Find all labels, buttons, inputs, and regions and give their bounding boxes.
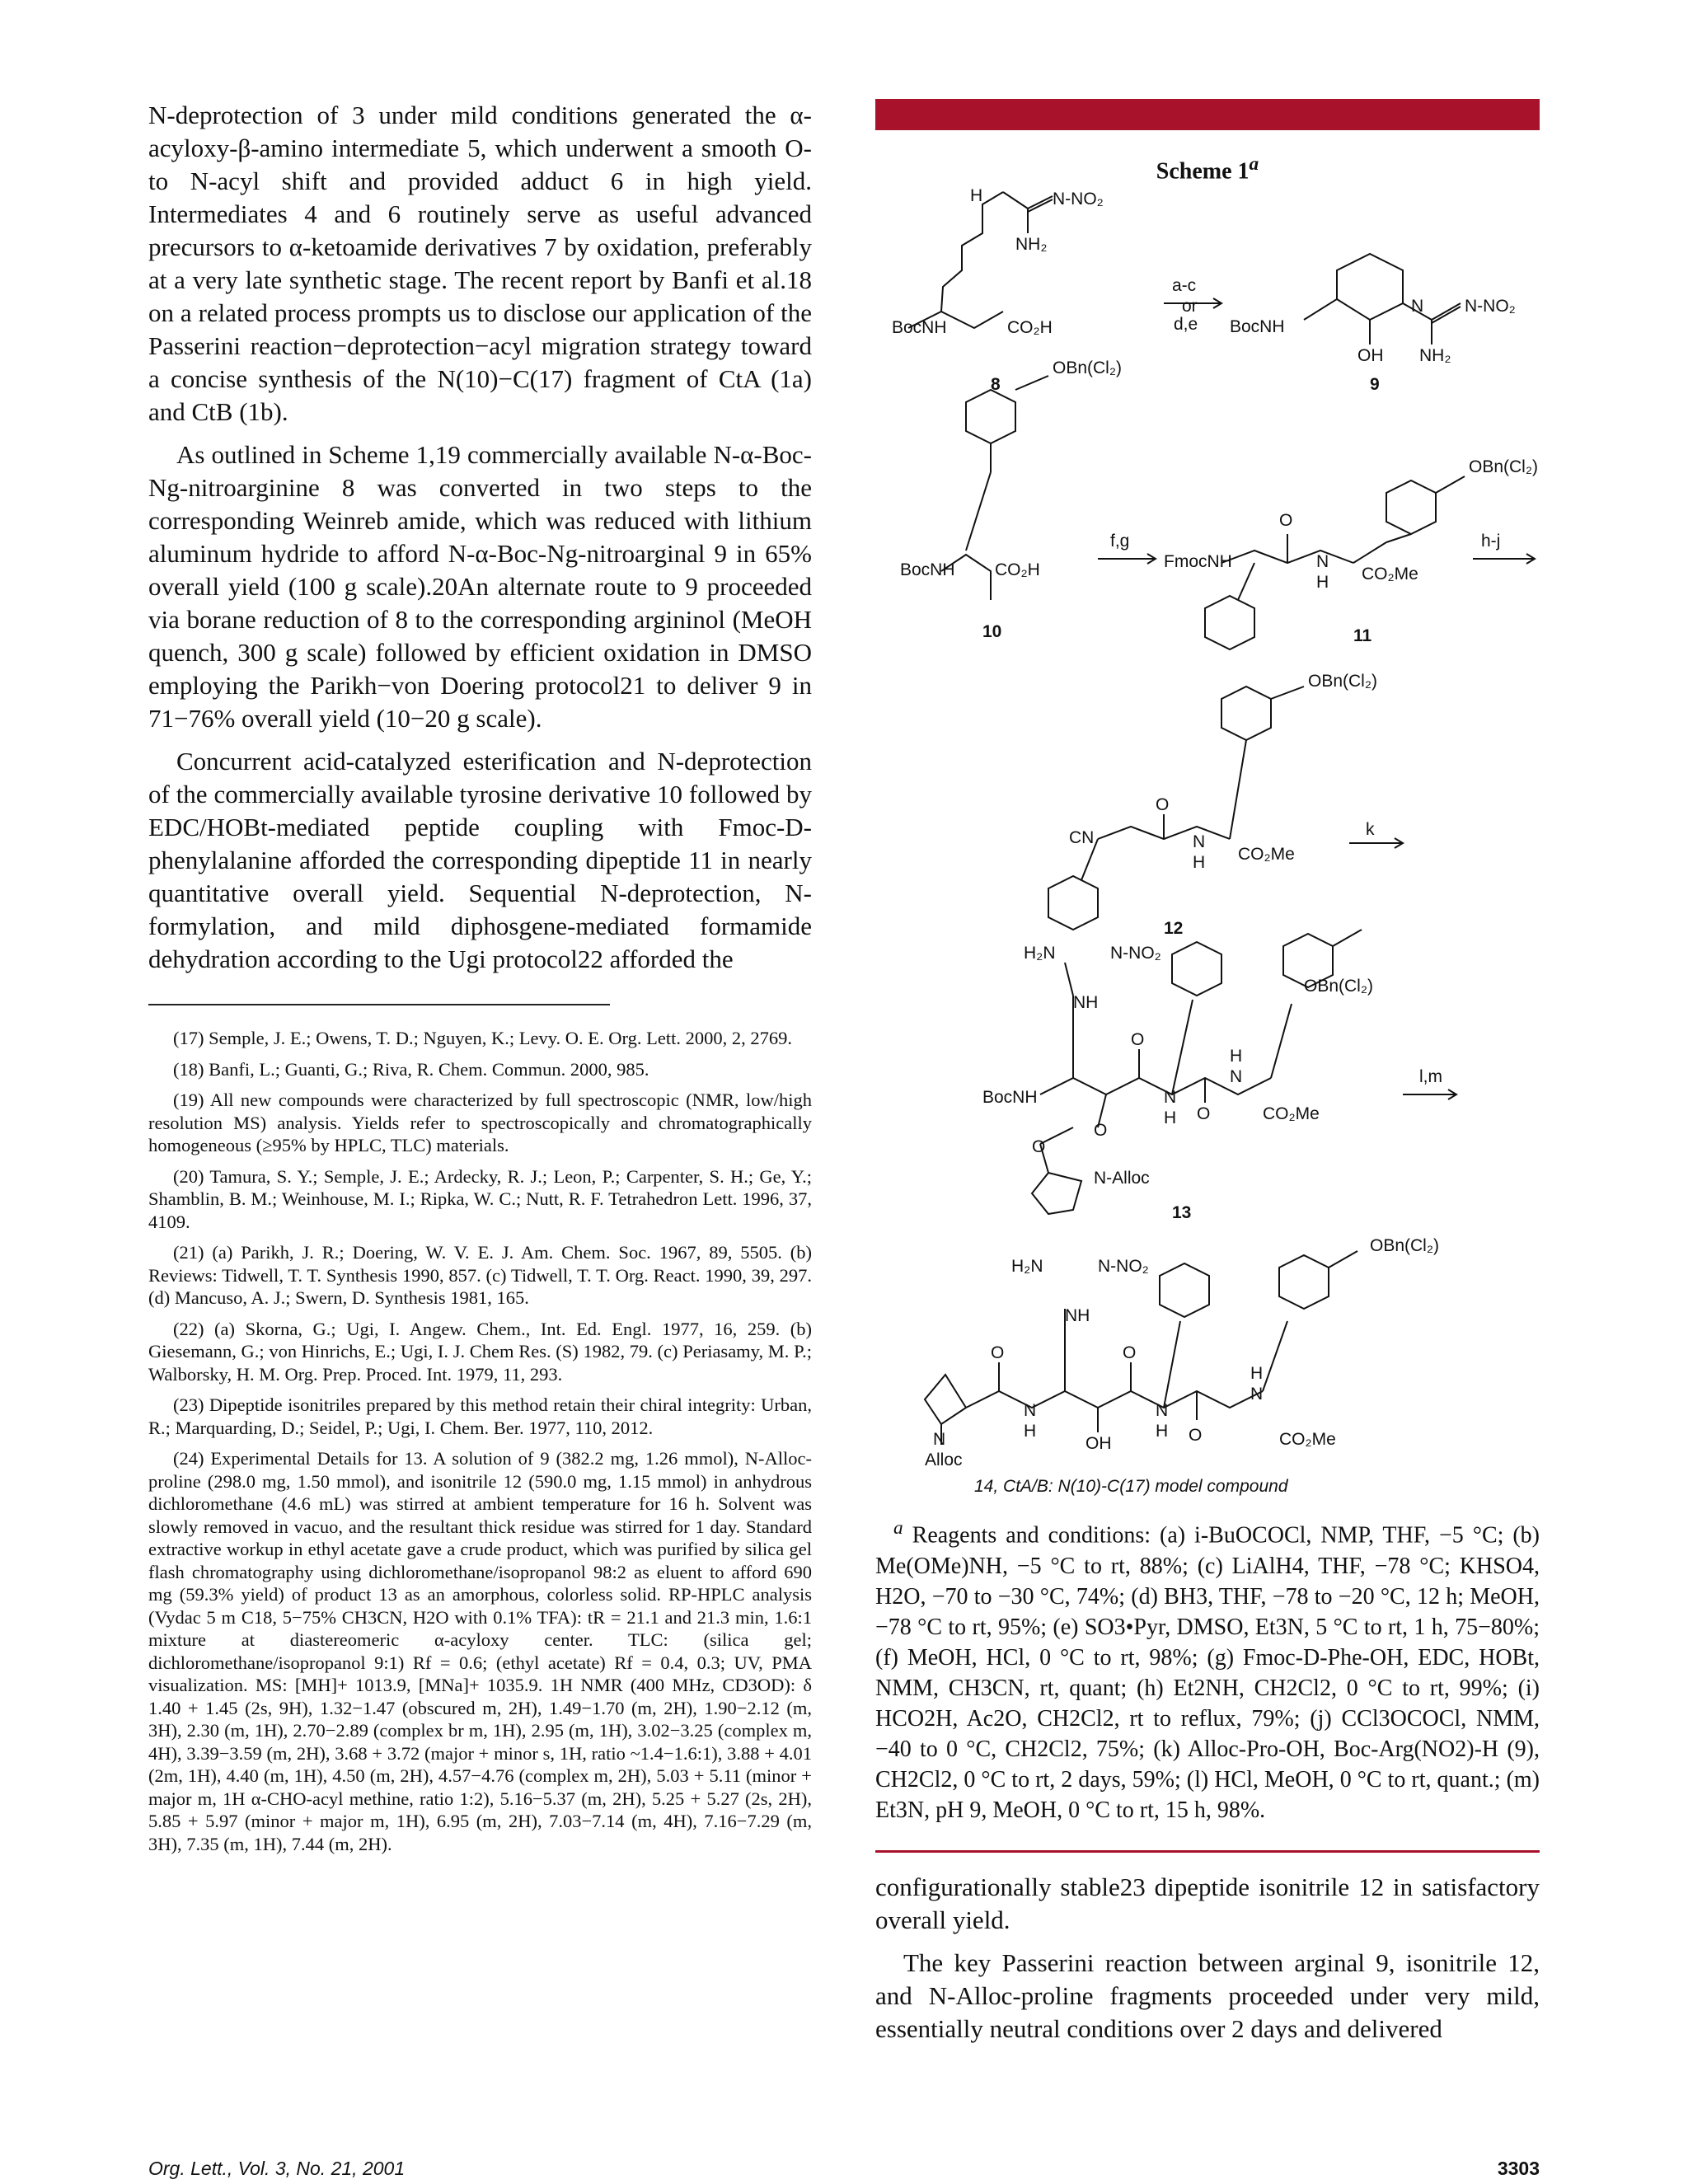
- nh2-label: NH₂: [1419, 346, 1451, 366]
- h-label: H: [1156, 1422, 1169, 1441]
- co2me-label: CO₂Me: [1279, 1430, 1336, 1450]
- scheme-title: Scheme 1$^a$: [1156, 153, 1259, 185]
- h-label: H: [1316, 573, 1329, 593]
- reference-20: (20) Tamura, S. Y.; Semple, J. E.; Ardecky, R. J.; Leon, P.; Carpenter, S. H.; Ge, Y.; Shamblin, B. M.; Weinhouse, M. I.; Ripka, W. C.; Nutt, R. F. Tetrahedron Lett. 1996, 37, 4109.: [148, 1165, 812, 1232]
- arrow-label: k: [1366, 820, 1375, 840]
- references: [148, 1027, 812, 1855]
- co2me-label: CO₂Me: [1362, 565, 1418, 584]
- scheme-top-bar: [875, 99, 1540, 130]
- body-paragraph: The key Passerini reaction between arginal 9, isonitrile 12, and N-Alloc-proline fragments proceeded under very mild, essentially neutral conditions over 2 days and delivered: [875, 1947, 1540, 2043]
- h2n-label: H₂N: [1024, 944, 1056, 963]
- co2me-label: CO₂Me: [1263, 1104, 1320, 1124]
- compound-label-13: 13: [1172, 1203, 1192, 1223]
- co2h-label: CO₂H: [1007, 318, 1053, 338]
- left-column: [148, 99, 812, 1863]
- nno2-label: N-NO₂: [1465, 297, 1516, 316]
- o-label: O: [1197, 1104, 1211, 1124]
- footnote-divider: [148, 1004, 610, 1005]
- nalloc-label: N-Alloc: [1094, 1169, 1150, 1188]
- reaction-scheme: [875, 188, 1540, 1498]
- arrow-label: a-c: [1172, 276, 1197, 296]
- body-paragraph: N-deprotection of 3 under mild conditions generated the α-acyloxy-β-amino intermediate 5, which underwent a smooth O- to N-acyl shift and provided adduct 6 in high yield. Intermediates 4 and 6 routinely serve as useful advanced precursors to α-ketoamide derivatives 7 by oxidation, preferably at a very late synthetic stage. The recent report by Banfi et al.18 on a related process prompts us to disclose our application of the Passerini reaction−deprotection−acyl migration strategy toward a concise synthesis of the N(10)−C(17) fragment of CtA (1a) and CtB (1b).: [148, 101, 812, 426]
- oh-label: OH: [1357, 346, 1384, 366]
- page-number: 3303: [1497, 2158, 1540, 2179]
- reference-17: (17) Semple, J. E.; Owens, T. D.; Nguyen, K.; Levy. O. E. Org. Lett. 2000, 2, 2769.: [173, 1028, 792, 1048]
- h-label: H: [970, 188, 983, 206]
- arrow-label: d,e: [1174, 315, 1198, 335]
- reference-23: (23) Dipeptide isonitriles prepared by this method retain their chiral integrity: Urban, R.; Marquarding, D.; Seidel, P.; Ugi, I. Chem. Ber. 1977, 110, 2012.: [148, 1394, 812, 1438]
- page-footer: [148, 2158, 1540, 2179]
- body-paragraph: As outlined in Scheme 1,19 commercially available N-α-Boc-Ng-nitroarginine 8 was converted in two steps to the corresponding Weinreb amide, which was reduced with lithium aluminum hydride to afford N-α-Boc-Ng-nitroarginal 9 in 65% overall yield (100 g scale).20An alternate route to 9 proceeded via borane reduction of 8 to the corresponding argininol (MeOH quench, 300 g scale) followed by efficient oxidation in DMSO employing the Parikh−von Doering protocol21 to deliver 9 in 71−76% overall yield (10−20 g scale).: [148, 440, 812, 733]
- co2h-label: CO₂H: [995, 560, 1040, 580]
- compound-label-12: 12: [1164, 919, 1184, 939]
- body-paragraph: configurationally stable23 dipeptide isonitrile 12 in satisfactory overall yield.: [875, 1872, 1540, 1934]
- compound-label-11: 11: [1353, 626, 1372, 646]
- nh-label: NH: [1065, 1306, 1090, 1326]
- right-column: [875, 99, 1540, 2055]
- n-label: N: [933, 1430, 946, 1450]
- obn-label: OBn(Cl₂): [1469, 457, 1538, 477]
- compound-label-8: 8: [991, 375, 1001, 395]
- arrow-label: h-j: [1481, 532, 1501, 551]
- nh2-label: NH₂: [1015, 235, 1048, 255]
- compound-label-10: 10: [982, 622, 1002, 642]
- nno2-label: N-NO₂: [1110, 944, 1161, 963]
- o-label: O: [1189, 1426, 1203, 1446]
- o-label: O: [1156, 795, 1170, 815]
- bocnh-label: BocNH: [892, 318, 947, 338]
- nh-label: NH: [1073, 993, 1099, 1013]
- nno2-label: N-NO₂: [1098, 1257, 1149, 1277]
- reference-22: (22) (a) Skorna, G.; Ugi, I. Angew. Chem., Int. Ed. Engl. 1977, 16, 259. (b) Giesemann, G.; von Hinrichs, E.; Ugi, I. J. Chem Res. (S) 1982, 79. (c) Periasamy, M. P.; Walborsky, H. M. Org. Prep. Proced. Int. 1979, 11, 293.: [148, 1318, 812, 1385]
- o-label: O: [1123, 1343, 1137, 1363]
- n-label: N: [1164, 1088, 1177, 1108]
- bocnh-label: BocNH: [1230, 317, 1285, 337]
- nno2-label: N-NO₂: [1053, 190, 1104, 209]
- obn-label: OBn(Cl₂): [1053, 359, 1122, 378]
- h-label: H: [1230, 1047, 1243, 1066]
- o-label: O: [1094, 1121, 1108, 1141]
- n-label: N: [1316, 552, 1329, 572]
- arrow-label: l,m: [1419, 1067, 1442, 1087]
- bocnh-label: BocNH: [982, 1088, 1038, 1108]
- journal-citation: Org. Lett., Vol. 3, No. 21, 2001: [148, 2158, 406, 2179]
- o-label: O: [1032, 1137, 1046, 1157]
- obn-label: OBn(Cl₂): [1304, 977, 1373, 996]
- o-label: O: [1131, 1030, 1145, 1050]
- h2n-label: H₂N: [1011, 1257, 1043, 1277]
- o-label: O: [1279, 511, 1293, 531]
- fmocnh-label: FmocNH: [1164, 552, 1232, 572]
- scheme-bottom-rule: [875, 1850, 1540, 1853]
- reference-21: (21) (a) Parikh, J. R.; Doering, W. V. E. J. Am. Chem. Soc. 1967, 89, 5505. (b) Reviews: Tidwell, T. T. Synthesis 1990, 857. (c) Tidwell, T. T. Org. React. 1990, 39, 297. (d) Mancuso, A. J.; Swern, D. Synthesis 1981, 165.: [148, 1242, 812, 1308]
- arrow-label: f,g: [1110, 532, 1130, 551]
- h-label: H: [1164, 1108, 1177, 1128]
- reference-18: (18) Banfi, L.; Guanti, G.; Riva, R. Chem. Commun. 2000, 985.: [173, 1058, 649, 1080]
- compound-label-14: 14, CtA/B: N(10)-C(17) model compound: [974, 1477, 1288, 1497]
- n-label: N: [1230, 1067, 1243, 1087]
- n-label: N: [1024, 1401, 1037, 1421]
- scheme-conditions: $^a$ Reagents and conditions: (a) i-BuOCOCl, NMP, THF, −5 °C; (b) Me(OMe)NH, −5 °C to rt, 88%; (c) LiAlH4, THF, −78 °C; KHSO4, H2O, −70 to −30 °C, 74%; (d) BH3, THF, −78 to −20 °C, 12 h; MeOH, −78 °C to rt, 95%; (e) SO3•Pyr, DMSO, Et3N, 5 °C to rt, 1 h, 75−80%; (f) MeOH, HCl, 0 °C to rt, 98%; (g) Fmoc-D-Phe-OH, EDC, HOBt, NMM, CH3CN, rt, quant; (h) Et2NH, CH2Cl2, 0 °C to rt, 99%; (i) HCO2H, Ac2O, CH2Cl2, rt to reflux, 79%; (j) CCl3OCOCl, NMM, −40 to 0 °C, CH2Cl2, 75%; (k) Alloc-Pro-OH, Boc-Arg(NO2)-H (9), CH2Cl2, 0 °C to rt, 2 days, 59%; (l) HCl, MeOH, 0 °C to rt, quant.; (m) Et3N, pH 9, MeOH, 0 °C to rt, 15 h, 98%.: [875, 1517, 1540, 1823]
- body-paragraph: Concurrent acid-catalyzed esterification and N-deprotection of the commercially available tyrosine derivative 10 followed by EDC/HOBt-mediated peptide coupling with Fmoc-D-phenylalanine afforded the corresponding dipeptide 11 in nearly quantitative overall yield. Sequential N-deprotection, N-formylation, and mild diphosgene-mediated formamide dehydration according to the Ugi protocol22 afforded the: [148, 747, 812, 973]
- reference-19: (19) All new compounds were characterized by full spectroscopic (NMR, low/high resolution MS) analysis. Yields refer to spectroscopically and chromatographically homogeneous (≥95% by HPLC, TLC) materials.: [148, 1090, 812, 1155]
- h-label: H: [1250, 1364, 1264, 1384]
- arrow-label: or: [1182, 297, 1198, 316]
- co2me-label: CO₂Me: [1238, 845, 1295, 865]
- cn-label: CN: [1069, 828, 1095, 848]
- n-label: N: [1250, 1385, 1264, 1404]
- compound-label-9: 9: [1370, 375, 1380, 395]
- alloc-label: Alloc: [925, 1451, 963, 1470]
- h-label: H: [1193, 853, 1206, 873]
- obn-label: OBn(Cl₂): [1370, 1236, 1439, 1256]
- bocnh-label: BocNH: [900, 560, 955, 580]
- n-label: N: [1156, 1401, 1169, 1421]
- o-label: O: [991, 1343, 1005, 1363]
- h-label: H: [1024, 1422, 1037, 1441]
- reference-24: (24) Experimental Details for 13. A solution of 9 (382.2 mg, 1.26 mmol), N-Alloc-proline (298.0 mg, 1.50 mmol), and isonitrile 12 (590.0 mg, 1.15 mmol) in anhydrous dichloromethane (4.6 mL) was stirred at ambient temperature for 16 h. Solvent was slowly removed in vacuo, and the resultant thick residue was stirred for 1 day. Standard extractive workup in ethyl acetate gave a crude product, which was purified by silica gel flash chromatography using dichloromethane/isopropanol 98:2 as eluent to afford 690 mg (59.3% yield) of product 13 as an amorphous, colorless solid. RP-HPLC analysis (Vydac 5 m C18, 5−75% CH3CN, H2O with 0.1% TFA): tR = 21.1 and 21.3 min, 1.6:1 mixture at diastereomeric α-acyloxy center. TLC: (silica gel; dichloromethane/isopropanol 9:1) Rf = 0.6; (ethyl acetate) Rf = 0.4, 0.3; UV, PMA visualization. MS: [MH]+ 1013.9, [MNa]+ 1035.9. 1H NMR (400 MHz, CD3OD): δ 1.40 + 1.45 (2s, 9H), 1.32−1.47 (obscured m, 2H), 1.49−1.70 (m, 2H), 1.90−2.12 (m, 3H), 2.30 (m, 1H), 2.70−2.89 (complex br m, 1H), 2.95 (m, 1H), 3.02−3.25 (complex m, 4H), 3.39−3.59 (m, 2H), 3.68 + 3.72 (major + minor s, 1H, ratio ~1.4−1.6:1), 3.88 + 4.01 (2m, 1H), 4.40 (m, 1H), 4.50 (m, 2H), 4.57−4.76 (complex m, 2H), 5.03 + 5.11 (minor + major m, 1H α-CHO-acyl methine, ratio 1:2), 5.16−5.37 (m, 2H), 5.25 + 5.27 (2s, 2H), 5.85 + 5.97 (minor + major m, 1H), 6.95 (m, 2H), 7.03−7.14 (m, 4H), 7.16−7.29 (m, 3H), 7.35 (m, 1H), 7.44 (m, 2H).: [148, 1448, 812, 1854]
- oh-label: OH: [1085, 1434, 1112, 1454]
- n-label: N: [1193, 832, 1206, 852]
- obn-label: OBn(Cl₂): [1308, 672, 1377, 691]
- n-label: N: [1411, 297, 1424, 316]
